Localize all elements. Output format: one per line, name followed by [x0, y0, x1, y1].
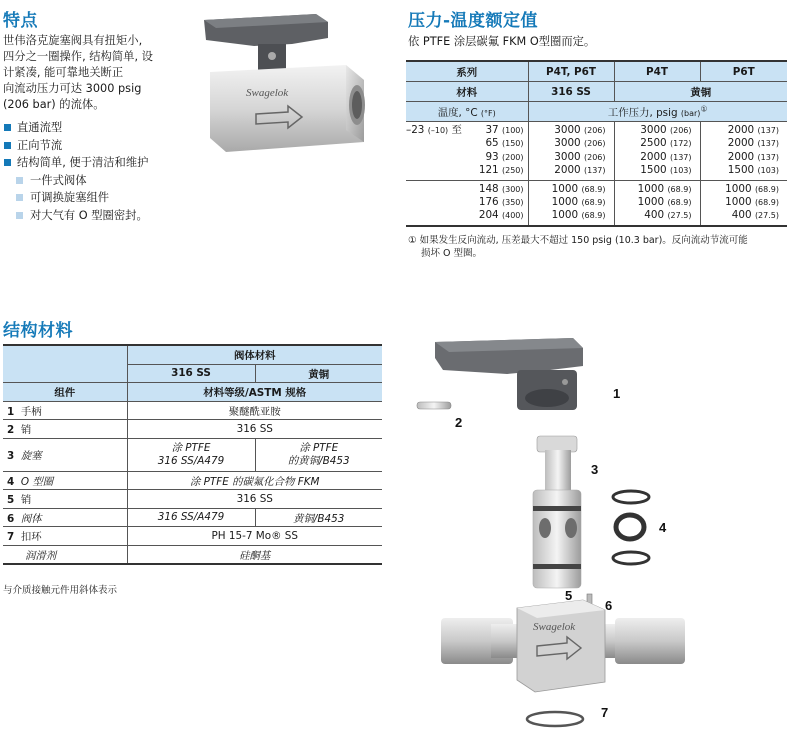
sub-bullet-item: 对大气有 O 型圈密封。 — [3, 207, 203, 225]
material-cell: 涂 PTFE 316 SS/A479 — [127, 438, 255, 471]
table-row — [3, 508, 382, 527]
pt-group-1 — [406, 122, 787, 181]
series-p4t-p6t: P4T, P6T — [528, 61, 614, 82]
table-row — [3, 527, 382, 546]
part-label-4: 4 — [659, 520, 667, 535]
exploded-view-diagram — [405, 330, 785, 736]
pressure-header: 工作压力, psig (bar)① — [528, 102, 787, 122]
brand-text: Swagelok — [246, 87, 289, 99]
intro-line: (206 bar) 的流体。 — [3, 98, 105, 111]
plug-part — [533, 436, 581, 588]
component-cell: 2 销 — [3, 420, 127, 439]
temp-range-prefix: –23 (–10) 至 — [406, 124, 462, 136]
part-label-3: 3 — [591, 462, 599, 477]
part-label-1: 1 — [613, 386, 621, 401]
material-cell: 硅酮基 — [127, 545, 382, 564]
component-cell: 润滑剂 — [3, 545, 127, 564]
temp-value: 65 (150) — [485, 137, 524, 150]
pt-subtitle: 依 PTFE 涂层碳氟 FKM O型圈而定。 — [408, 35, 596, 48]
footnote-line: 如果发生反向流动, 压差最大不超过 150 psig (10.3 bar)。反向流动节流可能 — [419, 235, 748, 246]
part-label-7: 7 — [601, 705, 609, 720]
bullet-item: 正向节流 — [3, 137, 203, 155]
pressure-temperature-table — [406, 60, 787, 227]
material-cell: 涂 PTFE 的黄铜/B453 — [255, 438, 382, 471]
component-cell: 1 手柄 — [3, 401, 127, 420]
series-label: 系列 — [406, 61, 528, 82]
handle-part — [435, 338, 583, 410]
features-title: 特点 — [3, 11, 38, 31]
temp-cell — [406, 122, 528, 181]
intro-line: 四分之一圈操作, 结构简单, 设 — [3, 50, 153, 63]
pressure-cell: 1000 (68.9) 1000 (68.9) 400 (27.5) — [700, 180, 787, 226]
intro-line: 世伟洛克旋塞阀具有扭矩小, — [3, 34, 143, 47]
body-brand-text: Swagelok — [533, 621, 576, 633]
component-cell: 3 旋塞 — [3, 438, 127, 471]
component-cell: 7 扣环 — [3, 527, 127, 546]
material-cell: PH 15-7 Mo® SS — [127, 527, 382, 546]
pt-group-2 — [406, 180, 787, 226]
component-header: 组件 — [3, 383, 127, 402]
bullet-item: 直通流型 — [3, 119, 203, 137]
material-cell: 316 SS — [127, 420, 382, 439]
features-list — [3, 119, 203, 224]
material-316ss: 316 SS — [528, 82, 614, 102]
pressure-cell: 3000 (206) 3000 (206) 3000 (206) 2000 (137) — [528, 122, 614, 181]
sub-bullet-item: 可调换旋塞组件 — [3, 189, 203, 207]
part-label-5: 5 — [565, 588, 573, 603]
table-row — [3, 420, 382, 439]
valve-photo — [196, 10, 400, 160]
pt-footnote — [408, 234, 788, 260]
materials-title: 结构材料 — [3, 321, 73, 341]
material-cell: 涂 PTFE 的碳氟化合物 FKM — [127, 471, 382, 490]
part-label-6: 6 — [605, 598, 613, 613]
intro-line: 计紧凑, 能可靠地关断正 — [3, 66, 124, 79]
table-row — [3, 471, 382, 490]
component-cell: 6 阀体 — [3, 508, 127, 527]
temp-value: 121 (250) — [478, 164, 524, 177]
col-316ss: 316 SS — [127, 364, 255, 383]
part-label-2: 2 — [455, 415, 463, 430]
bullet-item: 结构简单, 便于清洁和维护 — [3, 154, 203, 172]
component-cell: 5 销 — [3, 490, 127, 509]
retaining-ring-part — [527, 712, 583, 726]
o-ring-parts — [613, 491, 649, 564]
series-p4t: P4T — [614, 61, 700, 82]
material-label: 材料 — [406, 82, 528, 102]
material-brass: 黄铜 — [614, 82, 787, 102]
table-row — [3, 401, 382, 420]
temp-header: 温度, °C (°F) — [406, 102, 528, 122]
sub-bullet-item: 一件式阀体 — [3, 172, 203, 190]
pin-part — [417, 402, 451, 409]
temp-value: 37 (100) — [485, 124, 524, 136]
material-cell: 316 SS — [127, 490, 382, 509]
body-part — [441, 600, 685, 692]
intro-line: 向流动压力可达 3000 psig — [3, 82, 142, 95]
body-material-header: 阀体材料 — [127, 345, 382, 364]
materials-table — [3, 344, 382, 565]
pt-title: 压力-温度额定值 — [408, 11, 539, 31]
table-row — [3, 545, 382, 564]
component-cell: 4 O 型圈 — [3, 471, 127, 490]
pressure-cell: 1000 (68.9) 1000 (68.9) 400 (27.5) — [614, 180, 700, 226]
pressure-cell: 2000 (137) 2000 (137) 2000 (137) 1500 (103) — [700, 122, 787, 181]
table-row — [3, 438, 382, 471]
temp-cell: 148 (300) 176 (350) 204 (400) — [406, 180, 528, 226]
material-cell: 黄铜/B453 — [255, 508, 382, 527]
pressure-cell: 3000 (206) 2500 (172) 2000 (137) 1500 (103) — [614, 122, 700, 181]
material-cell: 聚醚酰亚胺 — [127, 401, 382, 420]
material-cell: 316 SS/A479 — [127, 508, 255, 527]
footnote-line: 损坏 O 型圈。 — [421, 248, 483, 259]
pressure-cell: 1000 (68.9) 1000 (68.9) 1000 (68.9) — [528, 180, 614, 226]
features-intro — [3, 33, 193, 113]
series-p6t: P6T — [700, 61, 787, 82]
materials-note: 与介质接触元件用斜体表示 — [3, 585, 118, 596]
col-brass: 黄铜 — [255, 364, 382, 383]
grade-header: 材料等级/ASTM 规格 — [127, 383, 382, 402]
temp-value: 93 (200) — [485, 150, 524, 163]
footnote-mark: ① — [408, 235, 417, 246]
table-row — [3, 490, 382, 509]
